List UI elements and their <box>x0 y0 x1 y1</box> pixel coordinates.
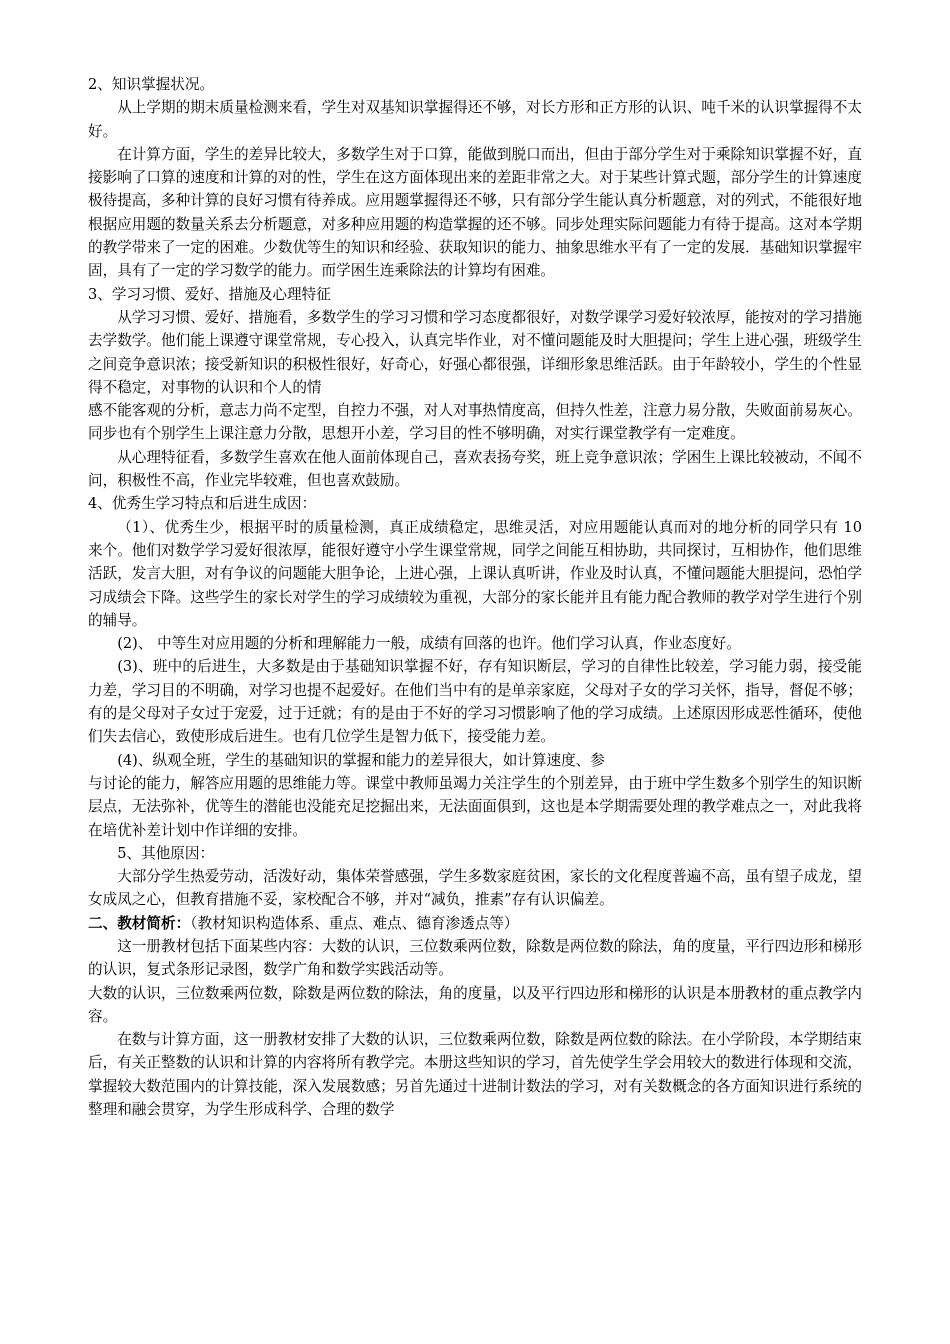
paragraph-habits: 从学习习惯、爱好、措施看，多数学生的学习习惯和学习态度都很好，对数学课学习爱好较浓厚，能按对的学习措施去学数学。他们能上课遵守课堂常规，专心投入，认真完毕作业，对不懂问题能及时大胆提问；学生上进心强，班级学生之间竞争意识浓；接受新知识的积极性很好，好奇心，好强心都很强，详细形象思维活跃。由于年龄较小，学生的个性显得不稳定，对事物的认识和个人的情 <box>88 308 862 396</box>
paragraph-habits-cont: 感不能客观的分析，意志力尚不定型，自控力不强，对人对事热情度高，但持久性差，注意力易分散，失败面前易灰心。同步也有个别学生上课注意力分散，思想开小差，学习目的性不够明确，对实行课堂教学有一定难度。 <box>88 402 862 443</box>
paragraph-middle: (2)、 中等生对应用题的分析和理解能力一般，成绩有回落的也许。他们学习认真，作业态度好。 <box>117 635 741 653</box>
paragraph-knowledge-intro: 从上学期的期末质量检测来看，学生对双基知识掌握得还不够，对长方形和正方形的认识、吨千米的认识掌握得不太好。 <box>88 99 862 140</box>
paragraph-excellent: （1）、优秀生少，根据平时的质量检测，真正成绩稳定，思维灵活，对应用题能认真而对的地分析的同学只有 10 来个。他们对数学学习爱好很浓厚，能很好遵守小学生课堂常规，同学之间能互相协助，共同探讨，互相协作，他们思维活跃，发言大胆，对有争议的问题能大胆争论，上进心强，上课认真听讲，作业及时认真，不懂问题能大胆提问，恐怕学习成绩会下降。这些学生的家长对学生的学习成绩较为重视，大部分的家长能并且有能力配合教师的教学对学生进行个别的辅导。 <box>88 518 862 629</box>
paragraph-overview-cont: 与讨论的能力，解答应用题的思维能力等。课堂中教师虽竭力关注学生的个别差异，由于班中学生数多个别学生的知识断层点，无法弥补，优等生的潜能也没能充足挖掘出来，无法面面俱到，这也是本学期需要处理的教学难点之一，对此我将在培优补差计划中作详细的安排。 <box>88 774 862 839</box>
paragraph-calculation: 在计算方面，学生的差异比较大，多数学生对于口算，能做到脱口而出，但由于部分学生对于乘除知识掌握不好，直接影响了口算的速度和计算的对的性，学生在这方面体现出来的差距非常之大。对于某些计算式题，部分学生的计算速度极待提高，多种计算的良好习惯有待养成。应用题掌握得还不够，只有部分学生能认真分析题意，对的列式，不能很好地根据应用题的数量关系去分析题意，对多种应用题的构造掌握的还不够。同步处理实际问题能力有待于提高。这对本学期的教学带来了一定的困难。少数优等生的知识和经验、获取知识的能力、抽象思维水平有了一定的发展．基础知识掌握牢固，具有了一定的学习数学的能力。而学困生连乘除法的计算均有困难。 <box>88 145 862 280</box>
paragraph-numbers: 在数与计算方面，这一册教材安排了大数的认识，三位数乘两位数，除数是两位数的除法。在小学阶段，本学期结束后，有关正整数的认识和计算的内容将所有教学完。本册这些知识的学习，首先使学生学会用较大的数进行体现和交流，掌握较大数范围内的计算技能，深入发展数感；另首先通过十进制计数法的学习，对有关数概念的各方面知识进行系统的整理和融会贯穿，为学生形成科学、合理的数学 <box>88 1031 862 1119</box>
knowledge-heading: 2、知识掌握状况。 <box>88 76 215 93</box>
section-title: 二、教材简析： <box>88 914 191 932</box>
section-subtitle: （教材知识构造体系、重点、难点、德育渗透点等） <box>190 914 519 932</box>
other-reasons-heading: 5、其他原因： <box>117 844 215 862</box>
paragraph-psychology: 从心理特征看，多数学生喜欢在他人面前体现自己，喜欢表扬夸奖，班上竞争意识浓；学困生上课比较被动，不闻不问，积极性不高，作业完毕较难，但也喜欢鼓励。 <box>88 448 862 490</box>
paragraph-overview: (4)、纵观全班，学生的基础知识的掌握和能力的差异很大，如计算速度、参 <box>117 751 605 769</box>
habits-heading: 3、学习习惯、爱好、措施及心理特征 <box>88 285 331 303</box>
textbook-section-heading <box>88 912 862 935</box>
paragraph-focus: 大数的认识，三位数乘两位数，除数是两位数的除法，角的度量，以及平行四边形和梯形的认识是本册教材的重点教学内容。 <box>88 984 862 1025</box>
paragraph-backward: (3)、班中的后进生，大多数是由于基础知识掌握不好，存有知识断层，学习的自律性比较差，学习能力弱，接受能力差，学习目的不明确，对学习也提不起爱好。在他们当中有的是单亲家庭，父母对子女的学习关怀，指导，督促不够；有的是父母对子女过于宠爱，过于迁就；有的是由于不好的学习习惯影响了他的学习成绩。上述原因形成恶性循环，使他们失去信心，致使形成后进生。也有几位学生是智力低下，接受能力差。 <box>88 658 862 746</box>
paragraph-contents: 这一册教材包括下面某些内容：大数的认识，三位数乘两位数，除数是两位数的除法，角的度量，平行四边形和梯形的认识，复式条形记录图，数学广角和数学实践活动等。 <box>88 937 862 979</box>
paragraph-other: 大部分学生热爱劳动，活泼好动，集体荣誉感强，学生多数家庭贫困，家长的文化程度普遍不高，虽有望子成龙，望女成凤之心，但教育措施不妥，家校配合不够，并对“减负，推素”存有认识偏差。 <box>88 868 862 909</box>
students-heading: 4、优秀生学习特点和后进生成因： <box>88 495 317 513</box>
